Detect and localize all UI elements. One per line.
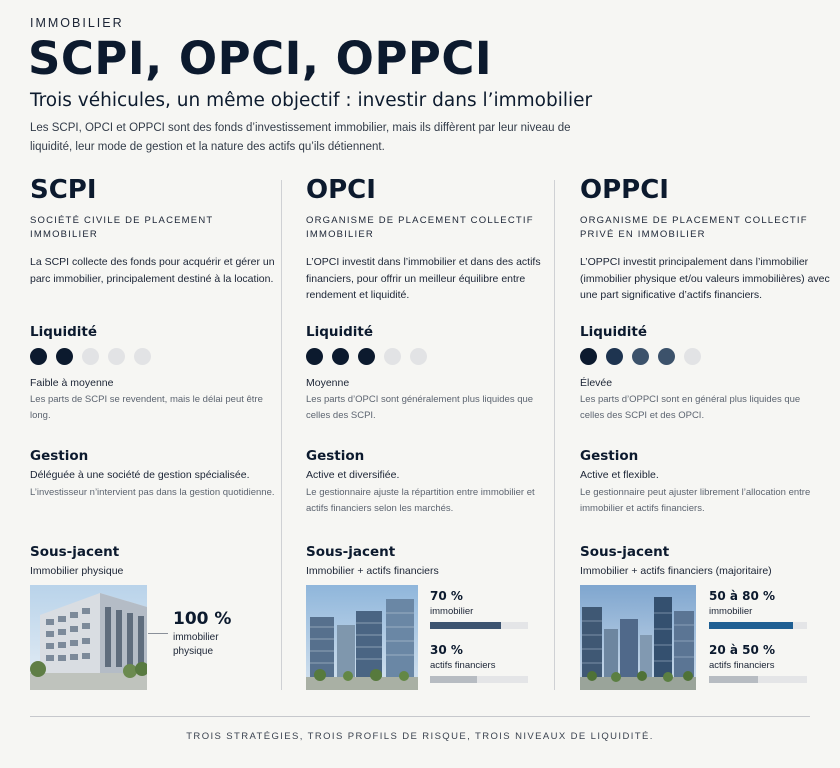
management-summary: Active et flexible. [580, 469, 659, 481]
management-summary: Active et diversifiée. [306, 469, 400, 481]
allocation-bar-fill [430, 622, 501, 629]
column-title: OPCI [306, 175, 376, 205]
column-opci [306, 172, 556, 692]
column-description: La SCPI collecte des fonds pour acquérir et gérer un parc immobilier, principalement destiné à la location. [30, 256, 275, 285]
liquidity-heading: Liquidité [306, 324, 374, 340]
allocation-percentage: 50 à 80 % [709, 589, 776, 603]
rating-dot [134, 348, 151, 365]
allocation-label: actifs financiers [709, 660, 775, 671]
rating-dot [384, 348, 401, 365]
underlying-summary: Immobilier + actifs financiers [306, 565, 439, 577]
page-subtitle: Trois véhicules, un même objectif : investir dans l’immobilier [30, 90, 593, 111]
rating-dot [306, 348, 323, 365]
allocation-bar [709, 622, 807, 629]
management-note: L’investisseur n’intervient pas dans la gestion quotidienne. [30, 487, 275, 498]
allocation-bar-fill [709, 622, 793, 629]
allocation-bar [430, 622, 528, 629]
liquidity-rating [306, 348, 436, 365]
column-title: SCPI [30, 175, 97, 205]
rating-dot [606, 348, 623, 365]
office-building-photo [30, 585, 147, 690]
allocation-bar-fill [430, 676, 477, 683]
column-full-name: ORGANISME DE PLACEMENT COLLECTIF PRIVÉ EN IMMOBILIER [580, 215, 808, 240]
liquidity-rating [580, 348, 710, 365]
rating-dot [108, 348, 125, 365]
management-note: Le gestionnaire peut ajuster librement l’allocation entre immobilier et actifs financiers. [580, 487, 811, 514]
intro-text: Les SCPI, OPCI et OPPCI sont des fonds d’investissement immobilier, mais ils diffèrent par leur niveau de liquidité, leur mode de gestion et la nature des actifs qu’ils détiennent. [30, 122, 571, 153]
towers-photo [306, 585, 418, 690]
liquidity-note: Les parts d’OPPCI sont en général plus liquides que celles des SCPI et des OPCI. [580, 394, 801, 421]
page-title: SCPI, OPCI, OPPCI [28, 32, 493, 85]
underlying-summary: Immobilier physique [30, 565, 124, 577]
rating-dot [30, 348, 47, 365]
column-description: L’OPCI investit dans l’immobilier et dans des actifs financiers, pour offrir un meilleur équilibre entre rendement et liquidité. [306, 256, 541, 301]
management-note: Le gestionnaire ajuste la répartition entre immobilier et actifs financiers selon les marchés. [306, 487, 535, 514]
allocation-percentage: 30 % [430, 643, 463, 657]
management-heading: Gestion [306, 448, 365, 464]
allocation-label: immobilier [430, 606, 474, 617]
rating-dot [580, 348, 597, 365]
column-divider [281, 180, 282, 690]
allocation-label: actifs financiers [430, 660, 496, 671]
liquidity-rating [30, 348, 160, 365]
liquidity-heading: Liquidité [580, 324, 648, 340]
column-description: L’OPPCI investit principalement dans l’immobilier (immobilier physique et/ou valeurs immobilières) avec une part significative d’actifs financiers. [580, 256, 830, 301]
allocation-percentage: 100 % [173, 609, 232, 629]
allocation-percentage: 70 % [430, 589, 463, 603]
liquidity-heading: Liquidité [30, 324, 98, 340]
allocation-bar-fill [709, 676, 758, 683]
rating-dot [632, 348, 649, 365]
allocation-real-estate [709, 589, 809, 629]
eyebrow: IMMOBILIER [30, 16, 124, 30]
rating-dot [658, 348, 675, 365]
allocation-percentage: 20 à 50 % [709, 643, 776, 657]
column-scpi [30, 172, 280, 692]
rating-dot [410, 348, 427, 365]
skyline-photo [580, 585, 696, 690]
liquidity-level: Élevée [580, 377, 613, 389]
underlying-heading: Sous-jacent [306, 544, 396, 560]
connector-line [148, 633, 168, 634]
column-oppci [580, 172, 830, 692]
allocation-bar [709, 676, 807, 683]
liquidity-level: Faible à moyenne [30, 377, 114, 389]
allocation-financial [709, 643, 809, 683]
column-full-name: SOCIÉTÉ CIVILE DE PLACEMENT IMMOBILIER [30, 215, 214, 240]
rating-dot [684, 348, 701, 365]
allocation-financial [430, 643, 530, 683]
management-heading: Gestion [580, 448, 639, 464]
allocation-label: immobilier [709, 606, 753, 617]
liquidity-note: Les parts d’OPCI sont généralement plus liquides que celles des SCPI. [306, 394, 534, 421]
footer-tagline: TROIS STRATÉGIES, TROIS PROFILS DE RISQUE, TROIS NIVEAUX DE LIQUIDITÉ. [186, 731, 654, 742]
column-title: OPPCI [580, 175, 669, 205]
liquidity-level: Moyenne [306, 377, 350, 389]
rating-dot [82, 348, 99, 365]
footer-divider [30, 716, 810, 717]
management-summary: Déléguée à une société de gestion spécialisée. [30, 469, 250, 481]
underlying-heading: Sous-jacent [30, 544, 120, 560]
rating-dot [358, 348, 375, 365]
rating-dot [56, 348, 73, 365]
allocation-real-estate [430, 589, 530, 629]
column-full-name: ORGANISME DE PLACEMENT COLLECTIF IMMOBILIER [306, 215, 534, 240]
underlying-heading: Sous-jacent [580, 544, 670, 560]
rating-dot [332, 348, 349, 365]
allocation-bar [430, 676, 528, 683]
management-heading: Gestion [30, 448, 89, 464]
liquidity-note: Les parts de SCPI se revendent, mais le délai peut être long. [30, 394, 263, 421]
underlying-summary: Immobilier + actifs financiers (majoritaire) [580, 565, 772, 577]
allocation-label: immobilier physique [173, 632, 219, 657]
